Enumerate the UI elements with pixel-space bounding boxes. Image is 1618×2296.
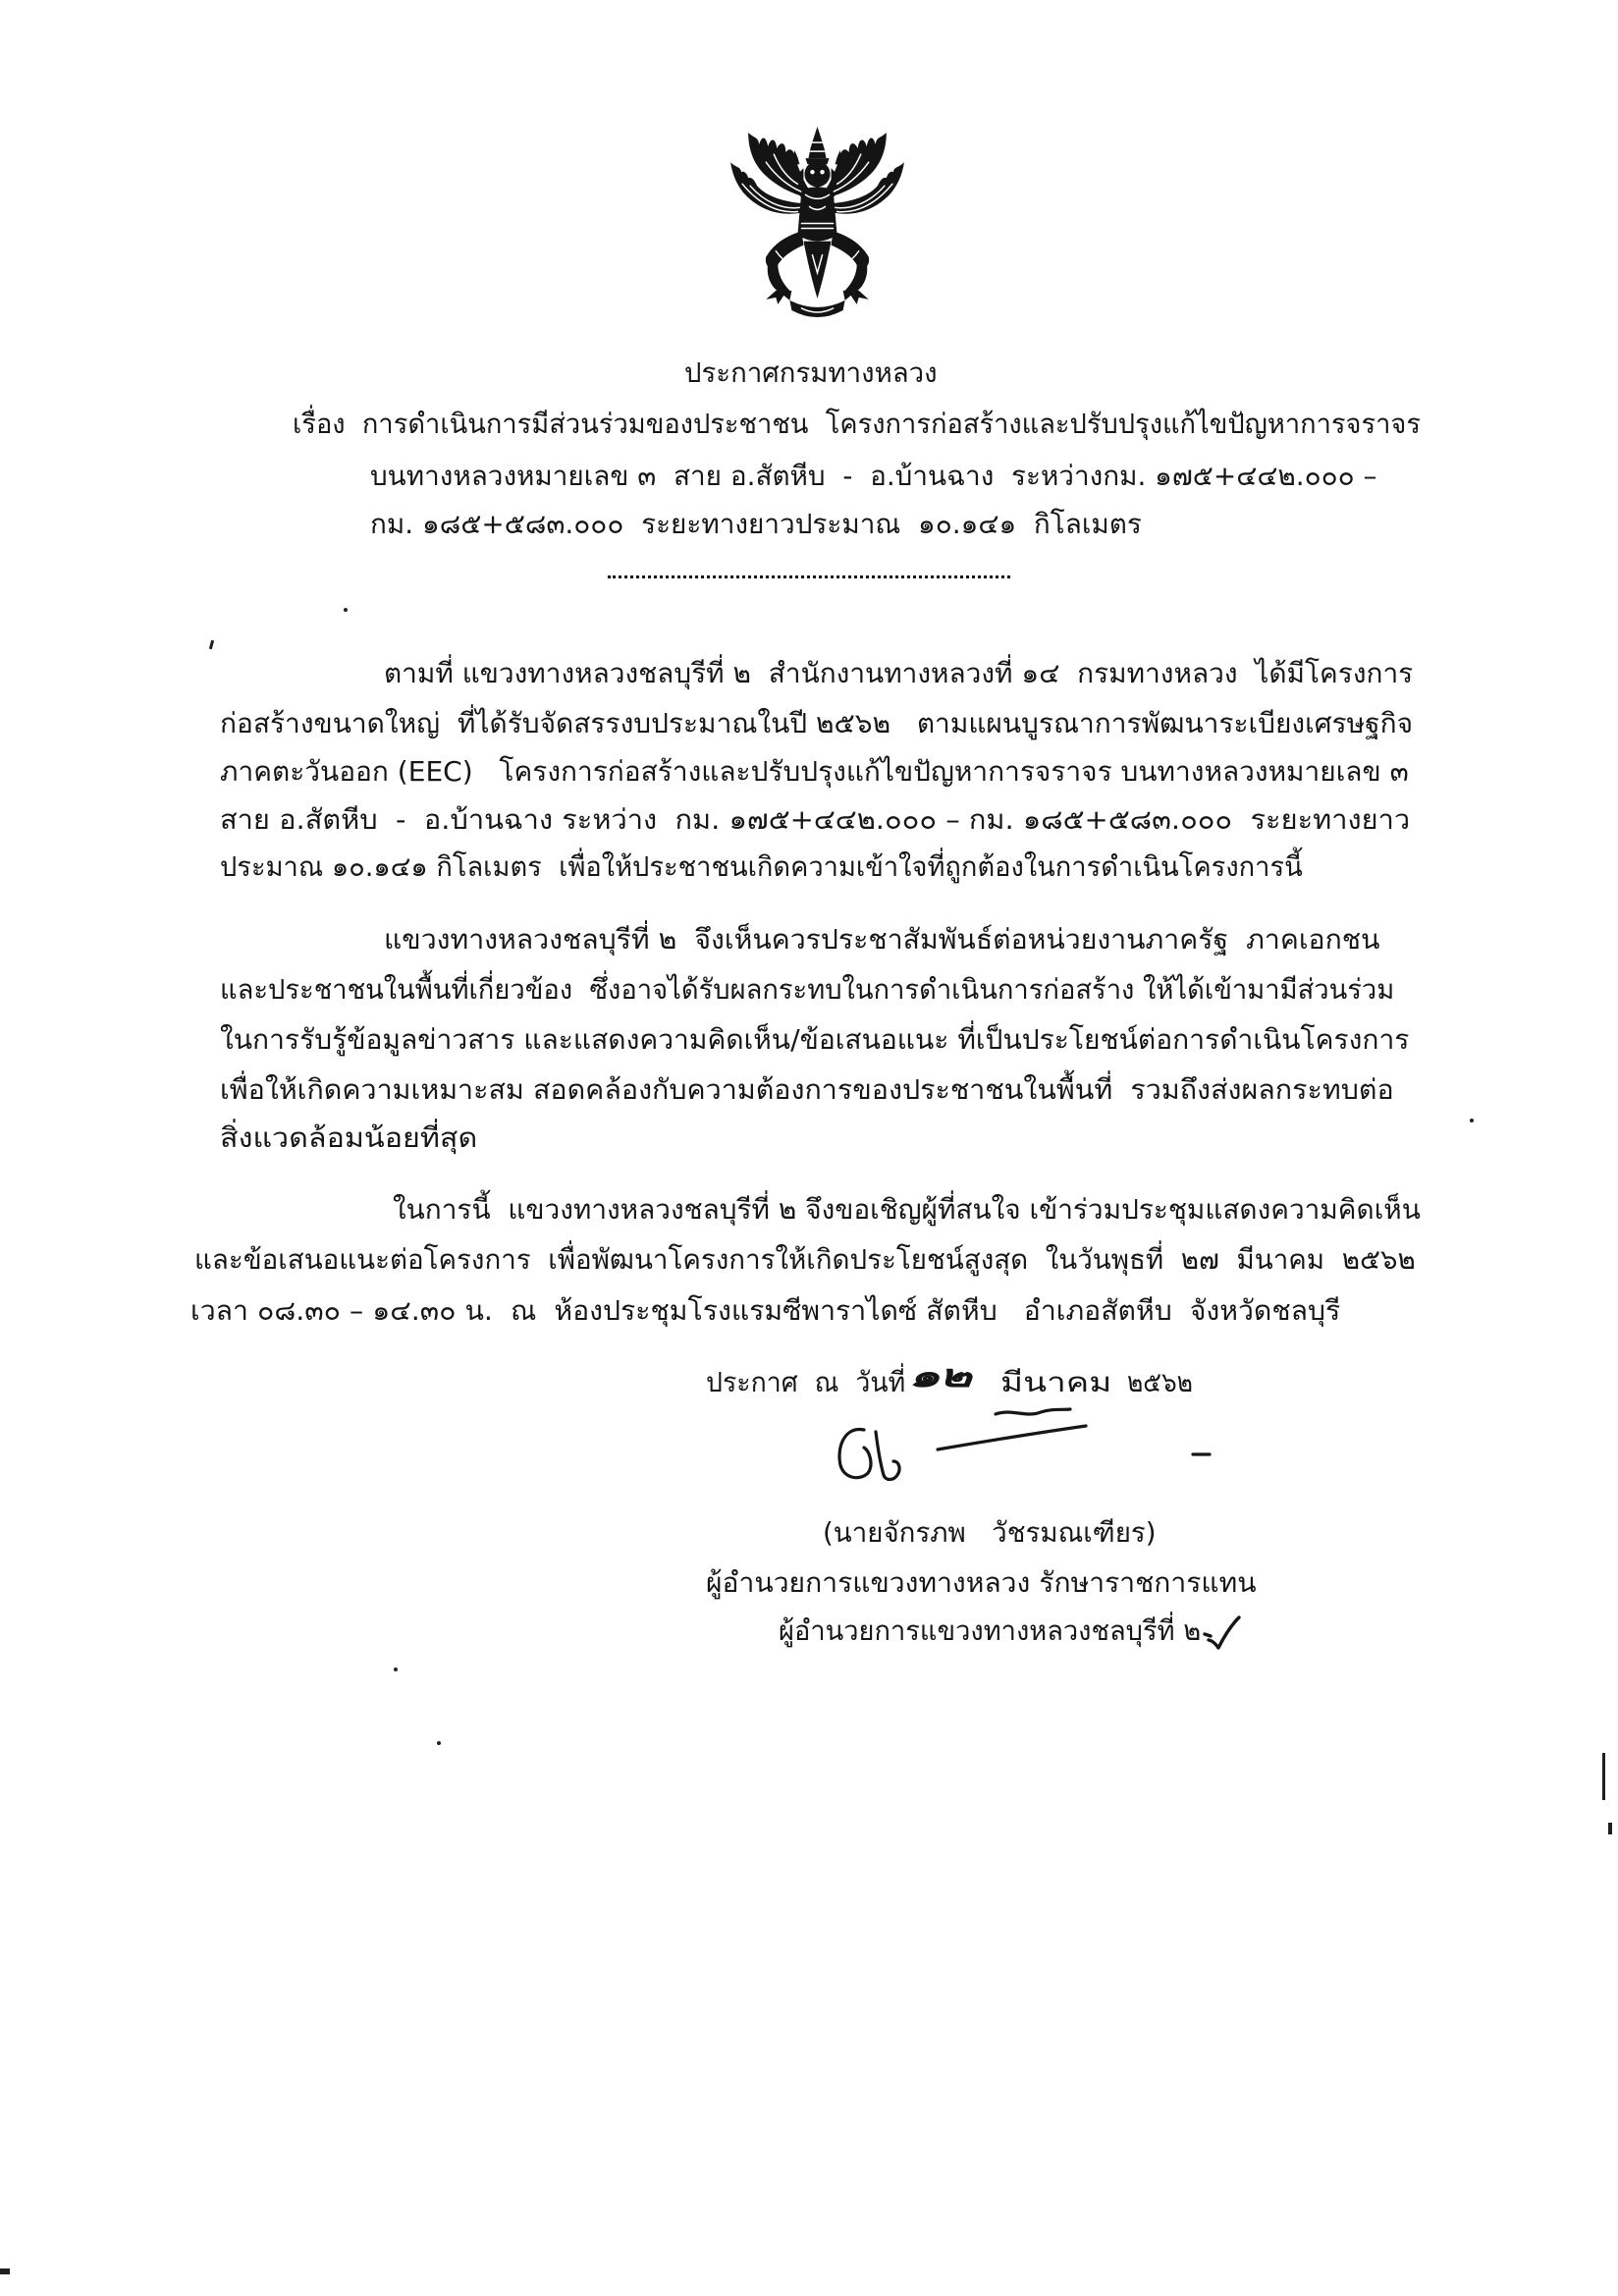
scan-edge-mark: [1602, 1753, 1605, 1800]
date-day-handwritten: ๑๒: [908, 1357, 971, 1394]
document-title: ประกาศกรมทางหลวง: [684, 356, 938, 389]
paragraph-3-line-3: เวลา ๐๘.๓๐ – ๑๔.๓๐ น. ณ ห้องประชุมโรงแรมซีพาราไดซ์ สัตหีบ อำเภอสัตหีบ จังหวัดชลบุรี: [190, 1294, 1341, 1327]
scan-speck: [437, 1741, 441, 1745]
paragraph-2-line-3: ในการรับรู้ข้อมูลข่าวสาร และแสดงความคิดเห็น/ข้อเสนอแนะ ที่เป็นประโยชน์ต่อการดำเนินโครงการ: [220, 1023, 1410, 1056]
paragraph-2-line-2: และประชาชนในพื้นที่เกี่ยวข้อง ซึ่งอาจได้รับผลกระทบในการดำเนินการก่อสร้าง ให้ได้เข้ามามีส่วนร่วม: [220, 973, 1395, 1006]
signatory-position-2: ผู้อำนวยการแขวงทางหลวงชลบุรีที่ ๒: [779, 1614, 1202, 1647]
paragraph-3-line-2: และข้อเสนอแนะต่อโครงการ เพื่อพัฒนาโครงการให้เกิดประโยชน์สูงสุด ในวันพุธที่ ๒๗ มีนาคม ๒๕๖๒: [194, 1243, 1416, 1276]
scan-speck: [394, 1667, 398, 1671]
paragraph-3-line-1: ในการนี้ แขวงทางหลวงชลบุรีที่ ๒ จึงขอเชิญผู้ที่สนใจ เข้าร่วมประชุมแสดงความคิดเห็น: [393, 1193, 1421, 1226]
subject-line-1: เรื่อง การดำเนินการมีส่วนร่วมของประชาชน โครงการก่อสร้างและปรับปรุงแก้ไขปัญหาการจราจร: [293, 408, 1422, 440]
dotted-separator: [608, 575, 1010, 578]
paragraph-2-line-4: เพื่อให้เกิดความเหมาะสม สอดคล้องกับความต้องการของประชาชนในพื้นที่ รวมถึงส่งผลกระทบต่อ: [220, 1073, 1394, 1106]
scan-edge-mark: [0, 2269, 10, 2274]
subject-line-3: กม. ๑๘๕+๕๘๓.๐๐๐ ระยะทางยาวประมาณ ๑๐.๑๔๑ กิโลเมตร: [370, 508, 1142, 540]
paragraph-1-line-5: ประมาณ ๑๐.๑๔๑ กิโลเมตร เพื่อให้ประชาชนเกิดความเข้าใจที่ถูกต้องในการดำเนินโครงการนี้: [220, 850, 1303, 883]
paragraph-2-line-5: สิ่งแวดล้อมน้อยที่สุด: [220, 1121, 478, 1154]
paragraph-1-line-3: ภาคตะวันออก (EEC) โครงการก่อสร้างและปรับปรุงแก้ไขปัญหาการจราจร บนทางหลวงหมายเลข ๓: [220, 755, 1409, 788]
handwritten-check-mark-icon: [1202, 1611, 1241, 1652]
paragraph-1-line-4: สาย อ.สัตหีบ - อ.บ้านฉาง ระหว่าง กม. ๑๗๕+๔๔๒.๐๐๐ – กม. ๑๘๕+๕๘๓.๐๐๐ ระยะทางยาว: [220, 803, 1411, 836]
date-prefix: ประกาศ ณ วันที่: [706, 1366, 906, 1398]
signatory-name: (นายจักรภพ วัชรมณเฑียร): [823, 1516, 1157, 1549]
date-month: มีนาคม: [1000, 1366, 1112, 1398]
scan-speck: [1470, 1119, 1474, 1122]
signatory-position-1: ผู้อำนวยการแขวงทางหลวง รักษาราชการแทน: [706, 1566, 1257, 1599]
paragraph-2-line-1: แขวงทางหลวงชลบุรีที่ ๒ จึงเห็นควรประชาสัมพันธ์ต่อหน่วยงานภาครัฐ ภาคเอกชน: [384, 923, 1380, 956]
paragraph-1-line-1: ตามที่ แขวงทางหลวงชลบุรีที่ ๒ สำนักงานทางหลวงที่ ๑๔ กรมทางหลวง ได้มีโครงการ: [384, 657, 1414, 689]
handwritten-signature: [825, 1400, 1217, 1489]
scan-speck: [209, 640, 214, 649]
subject-line-2: บนทางหลวงหมายเลข ๓ สาย อ.สัตหีบ - อ.บ้านฉาง ระหว่างกม. ๑๗๕+๔๔๒.๐๐๐ –: [370, 460, 1377, 492]
scan-edge-mark: [1608, 1823, 1612, 1834]
paragraph-1-line-2: ก่อสร้างขนาดใหญ่ ที่ได้รับจัดสรรงบประมาณในปี ๒๕๖๒ ตามแผนบูรณาการพัฒนาระเบียงเศรษฐกิจ: [220, 707, 1414, 739]
garuda-emblem: [718, 125, 917, 322]
scan-speck: [344, 608, 348, 612]
date-year: ๒๕๖๒: [1127, 1366, 1193, 1398]
